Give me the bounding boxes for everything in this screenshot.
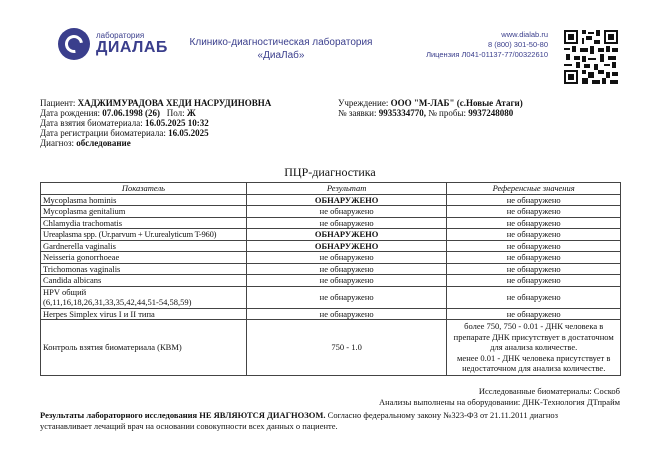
logo-mark-icon [58, 28, 90, 60]
row-name: Ureaplasma spp. (Ur.parvum + Ur.urealyticum T-960) [41, 229, 247, 241]
lab-contacts [400, 30, 548, 60]
row-name: Trichomonas vaginalis [41, 263, 247, 275]
sample-label: № пробы: [428, 108, 466, 118]
control-ref-line: для анализа количестве. [490, 342, 578, 352]
dob-label: Дата рождения: [40, 108, 101, 118]
phone-number: 8 (800) 301-50-80 [487, 40, 548, 49]
dob-line [40, 108, 196, 118]
registered-label: Дата регистрации биоматериала: [40, 128, 166, 138]
table-row [41, 252, 621, 264]
table-row [41, 286, 621, 308]
row-reference: не обнаружено [447, 263, 621, 275]
row-result: не обнаружено [246, 206, 447, 218]
disclaimer [40, 410, 626, 432]
row-name: Mycoplasma genitalium [41, 206, 247, 218]
patient-name: ХАДЖИМУРАДОВА ХЕДИ НАСРУДИНОВНА [77, 98, 272, 108]
institution-label: Учреждение: [338, 98, 389, 108]
table-row [41, 240, 621, 252]
section-title: ПЦР-диагностика [284, 165, 376, 179]
equipment-note: Анализы выполнены на оборудовании: ДНК-Технология ДТпрайм [378, 397, 620, 407]
control-ref-line: более 750, 750 - 0.01 - ДНК человека в [464, 321, 604, 331]
logo-name: ДИАЛАБ [96, 39, 168, 56]
table-row [41, 217, 621, 229]
logo-caption: лаборатория [96, 31, 145, 40]
row-result: не обнаружено [246, 286, 447, 308]
diagnosis-line [40, 138, 131, 148]
hpv-types: (6,11,16,18,26,31,33,35,42,44,51-54,58,59) [43, 297, 192, 307]
header-reference: Референсные значения [447, 183, 621, 195]
control-result: 750 - 1.0 [246, 320, 447, 376]
table-row [41, 194, 621, 206]
row-result: ОБНАРУЖЕНО [246, 240, 447, 252]
patient-label: Пациент: [40, 98, 76, 108]
row-result: не обнаружено [246, 263, 447, 275]
collected-label: Дата взятия биоматериала: [40, 118, 143, 128]
collected-value: 16.05.2025 10:32 [144, 118, 209, 128]
sample-value: 9937248080 [468, 108, 514, 118]
row-reference: не обнаружено [447, 308, 621, 320]
row-name: Neisseria gonorrhoeae [41, 252, 247, 264]
institution-value: ООО "М-ЛАБ" (с.Новые Атаги) [390, 98, 523, 108]
disclaimer-line2: устанавливает лечащий врач на основании совокупности всех данных о пациенте. [40, 421, 338, 431]
table-row [41, 229, 621, 241]
order-value: 9935334770 [378, 108, 424, 118]
sex-label: Пол: [166, 108, 185, 118]
lab-title-line2: «ДиаЛаб» [257, 50, 305, 61]
row-name: Herpes Simplex virus I и II типа [41, 308, 247, 320]
disclaimer-text: Согласно федеральному закону №323-ФЗ от 21.11.2011 диагноз [327, 410, 559, 420]
row-name [41, 286, 247, 308]
dob-value: 07.06.1998 (26) [102, 108, 161, 118]
order-line: № заявки: 9935334770, № пробы: 9937248080 [338, 108, 514, 118]
control-reference [447, 320, 621, 376]
row-result: ОБНАРУЖЕНО [246, 194, 447, 206]
collected-line [40, 118, 209, 128]
institution-line [338, 98, 523, 108]
table-header-row [41, 183, 621, 195]
row-reference: не обнаружено [447, 217, 621, 229]
row-reference: не обнаружено [447, 252, 621, 264]
website-link[interactable]: www.dialab.ru [501, 30, 548, 39]
row-name: Gardnerella vaginalis [41, 240, 247, 252]
table-row [41, 206, 621, 218]
control-name: Контроль взятия биоматериала (КВМ) [41, 320, 247, 376]
patient-name-line [40, 98, 271, 108]
disclaimer-bold: Результаты лабораторного исследования НЕ ЯВЛЯЮТСЯ ДИАГНОЗОМ. [40, 410, 326, 420]
order-label: № заявки: [338, 108, 377, 118]
sex-value: Ж [186, 108, 196, 118]
row-result: не обнаружено [246, 252, 447, 264]
row-name: Chlamydia trachomatis [41, 217, 247, 229]
row-name: Mycoplasma hominis [41, 194, 247, 206]
row-reference: не обнаружено [447, 240, 621, 252]
row-reference: не обнаружено [447, 229, 621, 241]
license-number: Лицензия Л041-01137-77/00322610 [426, 50, 548, 59]
control-row [41, 320, 621, 376]
row-reference: не обнаружено [447, 275, 621, 287]
control-ref-line: недостаточном для анализа количестве. [462, 363, 606, 373]
control-ref-line: препарате ДНК присутствует в достаточном [453, 331, 614, 342]
table-row [41, 308, 621, 320]
registered-value: 16.05.2025 [168, 128, 209, 138]
header-result: Результат [246, 183, 447, 195]
lab-title-line1: Клинико-диагностическая лаборатория [189, 37, 373, 48]
diagnosis-label: Диагноз: [40, 138, 75, 148]
row-result: не обнаружено [246, 308, 447, 320]
row-result: не обнаружено [246, 217, 447, 229]
table-row [41, 263, 621, 275]
row-reference: не обнаружено [447, 286, 621, 308]
row-result: ОБНАРУЖЕНО [246, 229, 447, 241]
diagnosis-value: обследование [76, 138, 131, 148]
row-result: не обнаружено [246, 275, 447, 287]
qr-code-icon [562, 28, 620, 86]
lab-title [186, 36, 376, 62]
control-ref-line: менее 0.01 - ДНК человека присутствует в [457, 352, 611, 363]
registered-line [40, 128, 209, 138]
hpv-name: HPV общий [43, 286, 87, 297]
table-row [41, 275, 621, 287]
row-reference: не обнаружено [447, 194, 621, 206]
results-table [40, 182, 621, 376]
row-reference: не обнаружено [447, 206, 621, 218]
row-name: Candida albicans [41, 275, 247, 287]
biomaterial-note: Исследованные биоматериалы: Соскоб [478, 386, 620, 396]
header-indicator: Показатель [41, 183, 247, 195]
